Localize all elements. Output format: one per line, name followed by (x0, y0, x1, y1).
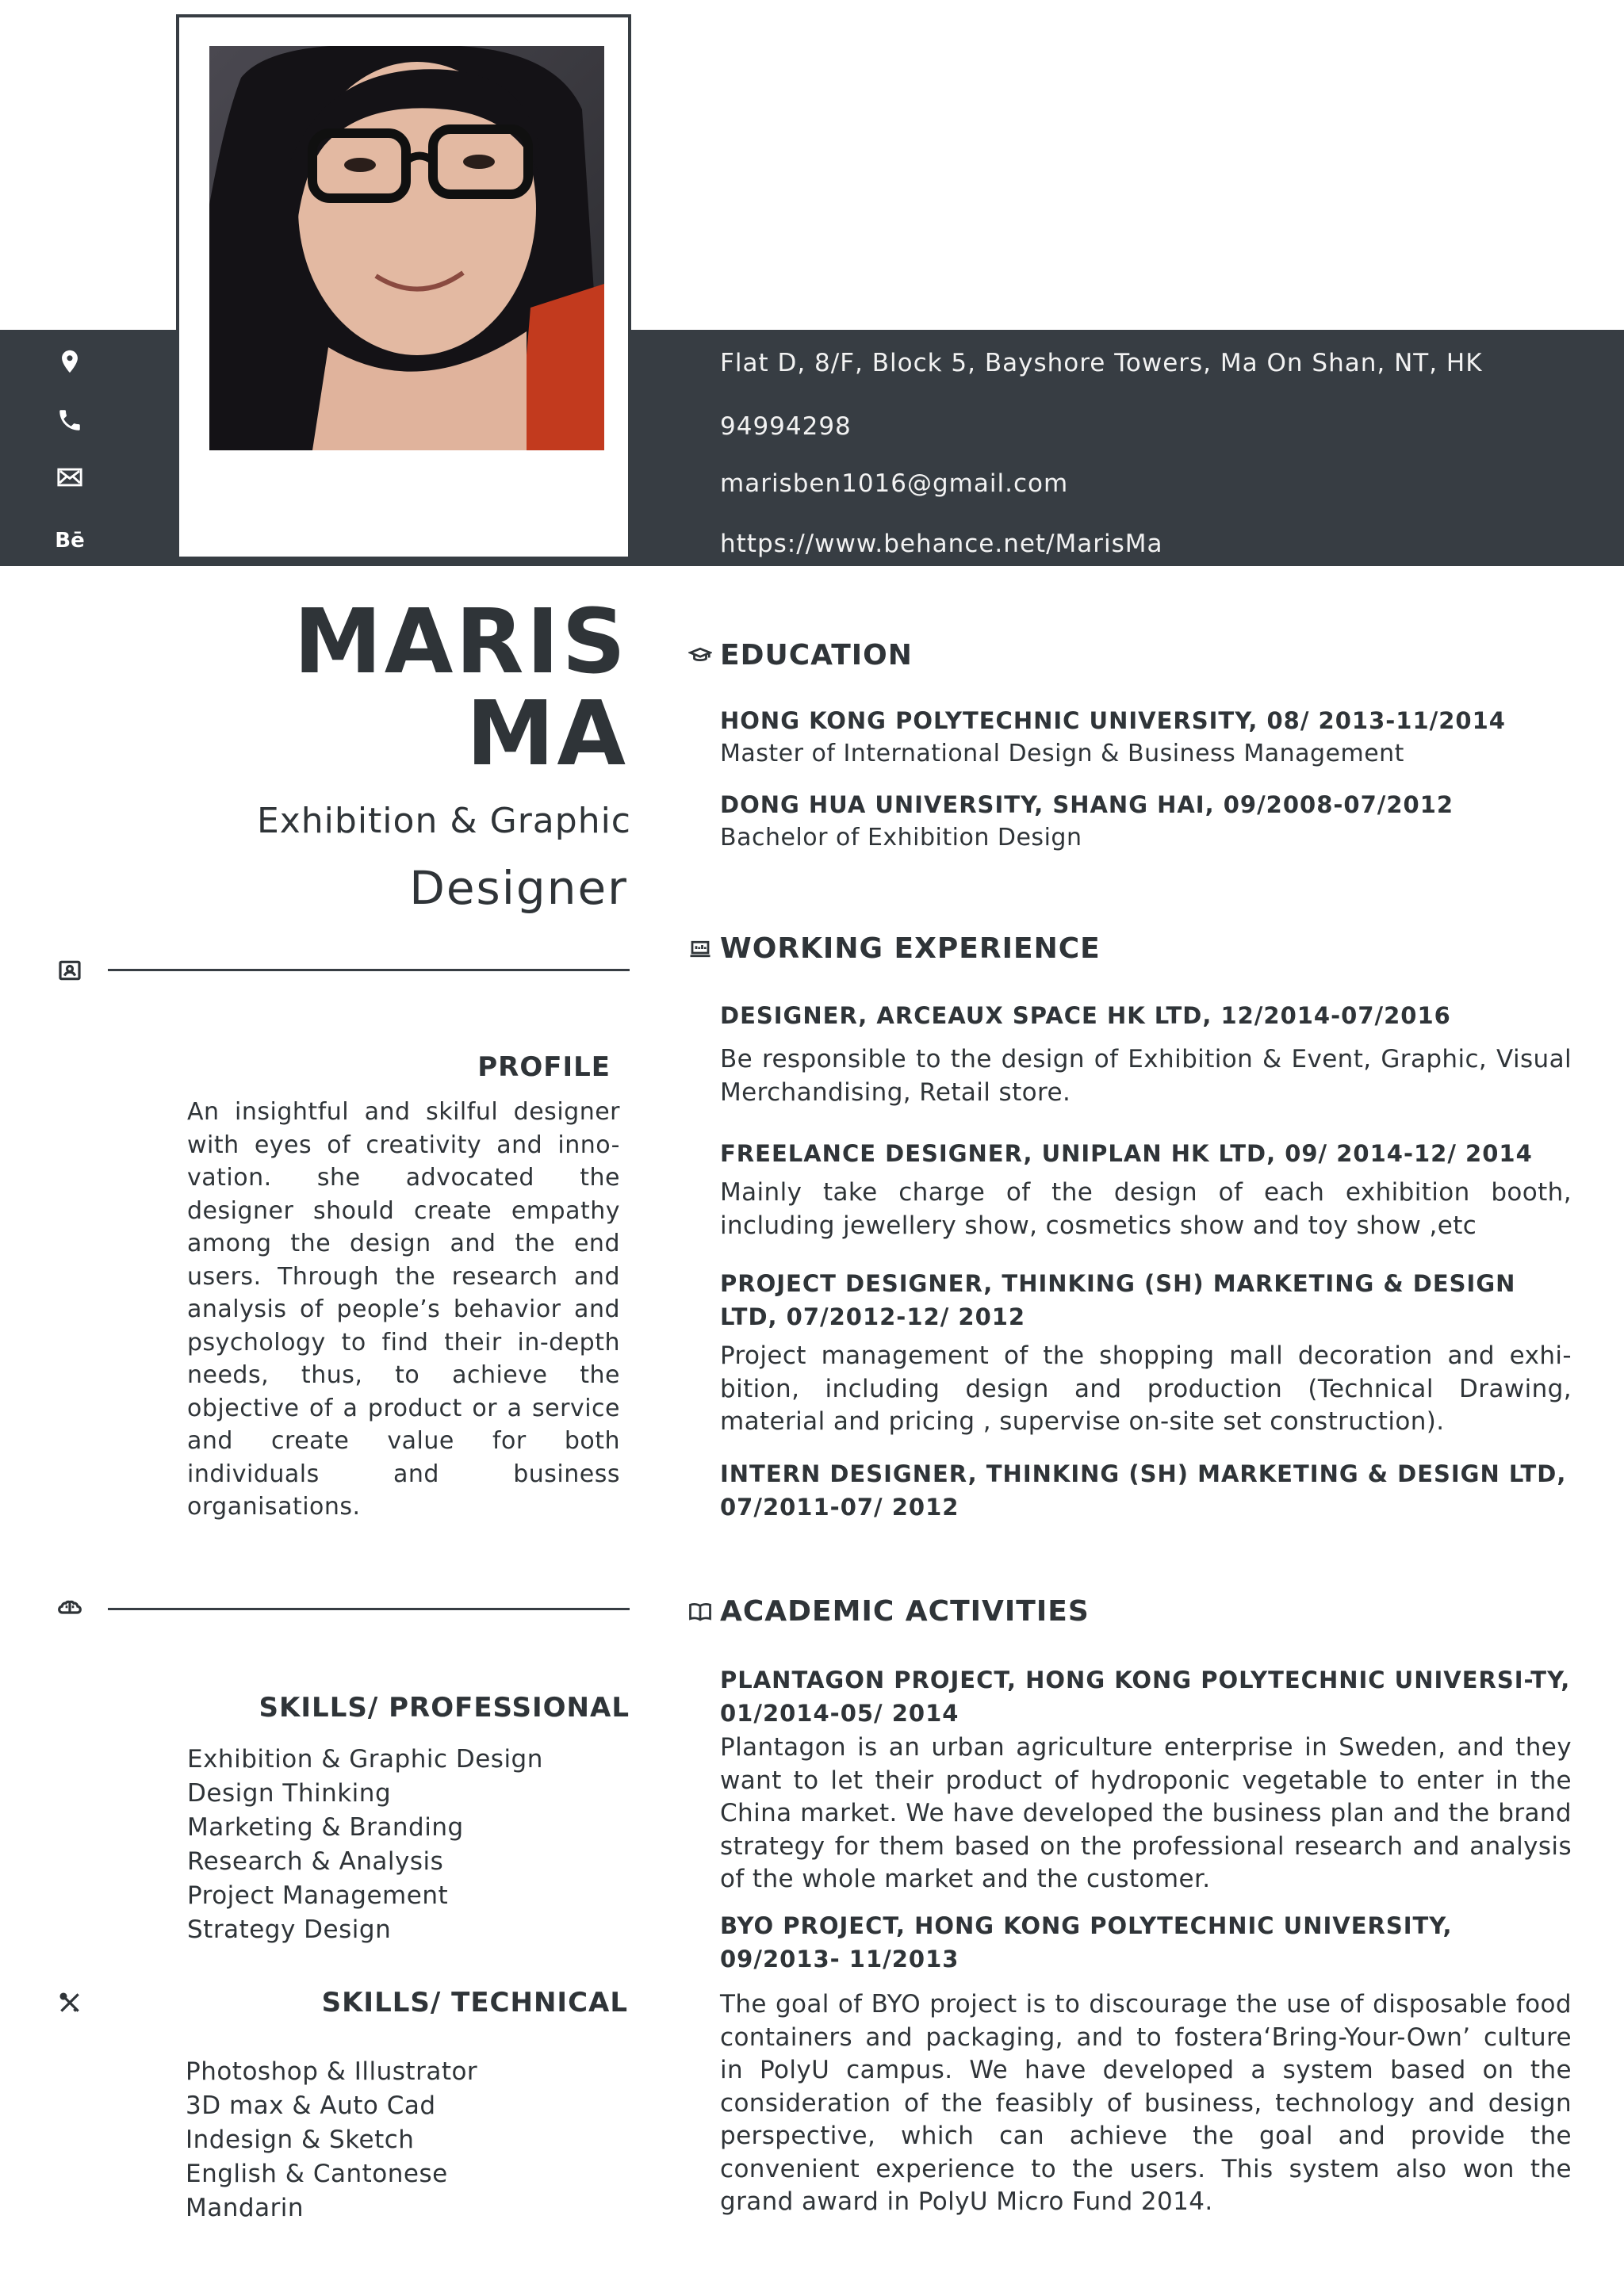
skills-technical-list (186, 2055, 477, 2225)
experience-entry (720, 1457, 1572, 1524)
profile-heading: PROFILE (477, 1051, 611, 1083)
behance-icon: Bē (55, 529, 85, 553)
name-first: MARIS (293, 591, 628, 694)
experience-entry-title: INTERN DESIGNER, THINKING (SH) MARKETING & DESIGN LTD, 07/2011-07/ 2012 (720, 1460, 1567, 1521)
brain-icon (56, 1595, 84, 1624)
phone-icon (54, 404, 86, 436)
list-item: Research & Analysis (187, 1847, 444, 1876)
candidate-name (293, 591, 628, 786)
education-entry-title: DONG HUA UNIVERSITY, SHANG HAI, 09/2008-07/2012 (720, 791, 1454, 818)
laptop-icon (688, 937, 712, 961)
name-last: MA (465, 683, 628, 786)
education-heading (688, 639, 913, 672)
list-item: Indesign & Sketch (186, 2126, 415, 2154)
academic-entry-title: PLANTAGON PROJECT, HONG KONG POLYTECHNIC UNIVERSI-TY, 01/2014-05/ 2014 (720, 1667, 1571, 1727)
skills-professional-heading: SKILLS/ PROFESSIONAL (259, 1692, 630, 1724)
academic-heading (688, 1595, 1090, 1628)
experience-entry-body: Be responsible to the design of Exhibition & Event, Graphic, Visual Merchandising, Retail store. (720, 1045, 1572, 1107)
list-item: Exhibition & Graphic Design (187, 1745, 543, 1774)
job-title-line1: Exhibition & Graphic (256, 801, 631, 841)
education-entry-degree: Bachelor of Exhibition Design (720, 824, 1082, 851)
portrait-photo (209, 46, 604, 450)
profile-card-icon (56, 956, 84, 985)
profile-text: An insightful and skilful designer with eyes of creativity and inno-vation. she advocated the designer should create empathy among the design and the end users. Through the research and analysis of people’s behavior and psychology to find their in-depth needs, thus, to achieve the objective of a product or a service and create value for both individuals and business organisations. (187, 1098, 620, 1521)
experience-entry-body: Project management of the shopping mall decoration and exhi-bition, including design and production (Technical Drawing, material and pricing , supervise on-site set construction). (720, 1341, 1572, 1436)
list-item: Marketing & Branding (187, 1813, 464, 1842)
contact-address: Flat D, 8/F, Block 5, Bayshore Towers, Ma On Shan, NT, HK (720, 349, 1483, 377)
education-entry-title: HONG KONG POLYTECHNIC UNIVERSITY, 08/ 2013-11/2014 (720, 707, 1506, 734)
portrait-frame (176, 14, 631, 560)
contact-icon-column (0, 330, 143, 566)
list-item: Strategy Design (187, 1915, 392, 1944)
open-book-icon (688, 1600, 712, 1624)
graduation-cap-icon (688, 644, 712, 668)
contact-website[interactable]: https://www.behance.net/MarisMa (720, 530, 1163, 558)
experience-entry-title: PROJECT DESIGNER, THINKING (SH) MARKETING & DESIGN LTD, 07/2012-12/ 2012 (720, 1270, 1516, 1330)
tools-icon (56, 1988, 84, 2017)
skills-technical-heading: SKILLS/ TECHNICAL (321, 1987, 628, 2019)
experience-entry (720, 1267, 1572, 1439)
list-item: Photoshop & Illustrator (186, 2057, 478, 2086)
experience-entry (720, 999, 1572, 1109)
education-entry-degree: Master of International Design & Business Management (720, 740, 1404, 767)
list-item: 3D max & Auto Cad (186, 2091, 436, 2120)
experience-entry-title: FREELANCE DESIGNER, UNIPLAN HK LTD, 09/ 2014-12/ 2014 (720, 1140, 1533, 1167)
envelope-icon (54, 461, 86, 493)
experience-heading (688, 932, 1101, 965)
skills-professional-list (187, 1743, 543, 1947)
list-item: Project Management (187, 1881, 449, 1910)
experience-heading-label: WORKING EXPERIENCE (720, 932, 1101, 965)
education-entry (720, 704, 1572, 771)
skills-divider (108, 1608, 630, 1610)
location-pin-icon (54, 346, 86, 377)
contact-phone: 94994298 (720, 412, 852, 441)
contact-details (720, 330, 1592, 566)
experience-entry-body: Mainly take charge of the design of each exhibition booth, including jewellery show, cosmetics show and toy show ,etc (720, 1178, 1572, 1240)
academic-entry-title: BYO PROJECT, HONG KONG POLYTECHNIC UNIVERSITY, 09/2013- 11/2013 (720, 1912, 1453, 1973)
contact-email[interactable]: marisben1016@gmail.com (720, 469, 1069, 498)
education-entry (720, 788, 1572, 855)
academic-heading-label: ACADEMIC ACTIVITIES (720, 1595, 1090, 1628)
academic-entry-body: The goal of BYO project is to discourage the use of disposable food containers and packaging, and to fostera‘Bring-Your-Own’ culture in PolyU campus. We have developed a system based on the consideration of the feasibly of business, technology and design perspective, which can achieve the goal and provide the convenient experience to the users. This system also won the grand award in PolyU Micro Fund 2014. (720, 1990, 1572, 2216)
list-item: Mandarin (186, 2194, 304, 2222)
academic-entry (720, 1663, 1572, 1896)
profile-divider (108, 969, 630, 971)
academic-entry-body: Plantagon is an urban agriculture enterprise in Sweden, and they want to let their product of hydroponic vegetable to enter in the China market. We have developed the business plan and the brand strategy for them based on the professional research and analysis of the whole market and the customer. (720, 1733, 1572, 1893)
job-title-line2: Designer (409, 861, 628, 915)
academic-entry (720, 1909, 1572, 2219)
list-item: Design Thinking (187, 1779, 392, 1808)
experience-entry (720, 1137, 1572, 1242)
education-heading-label: EDUCATION (720, 639, 913, 672)
experience-entry-title: DESIGNER, ARCEAUX SPACE HK LTD, 12/2014-07/2016 (720, 1002, 1451, 1029)
list-item: English & Cantonese (186, 2160, 448, 2188)
